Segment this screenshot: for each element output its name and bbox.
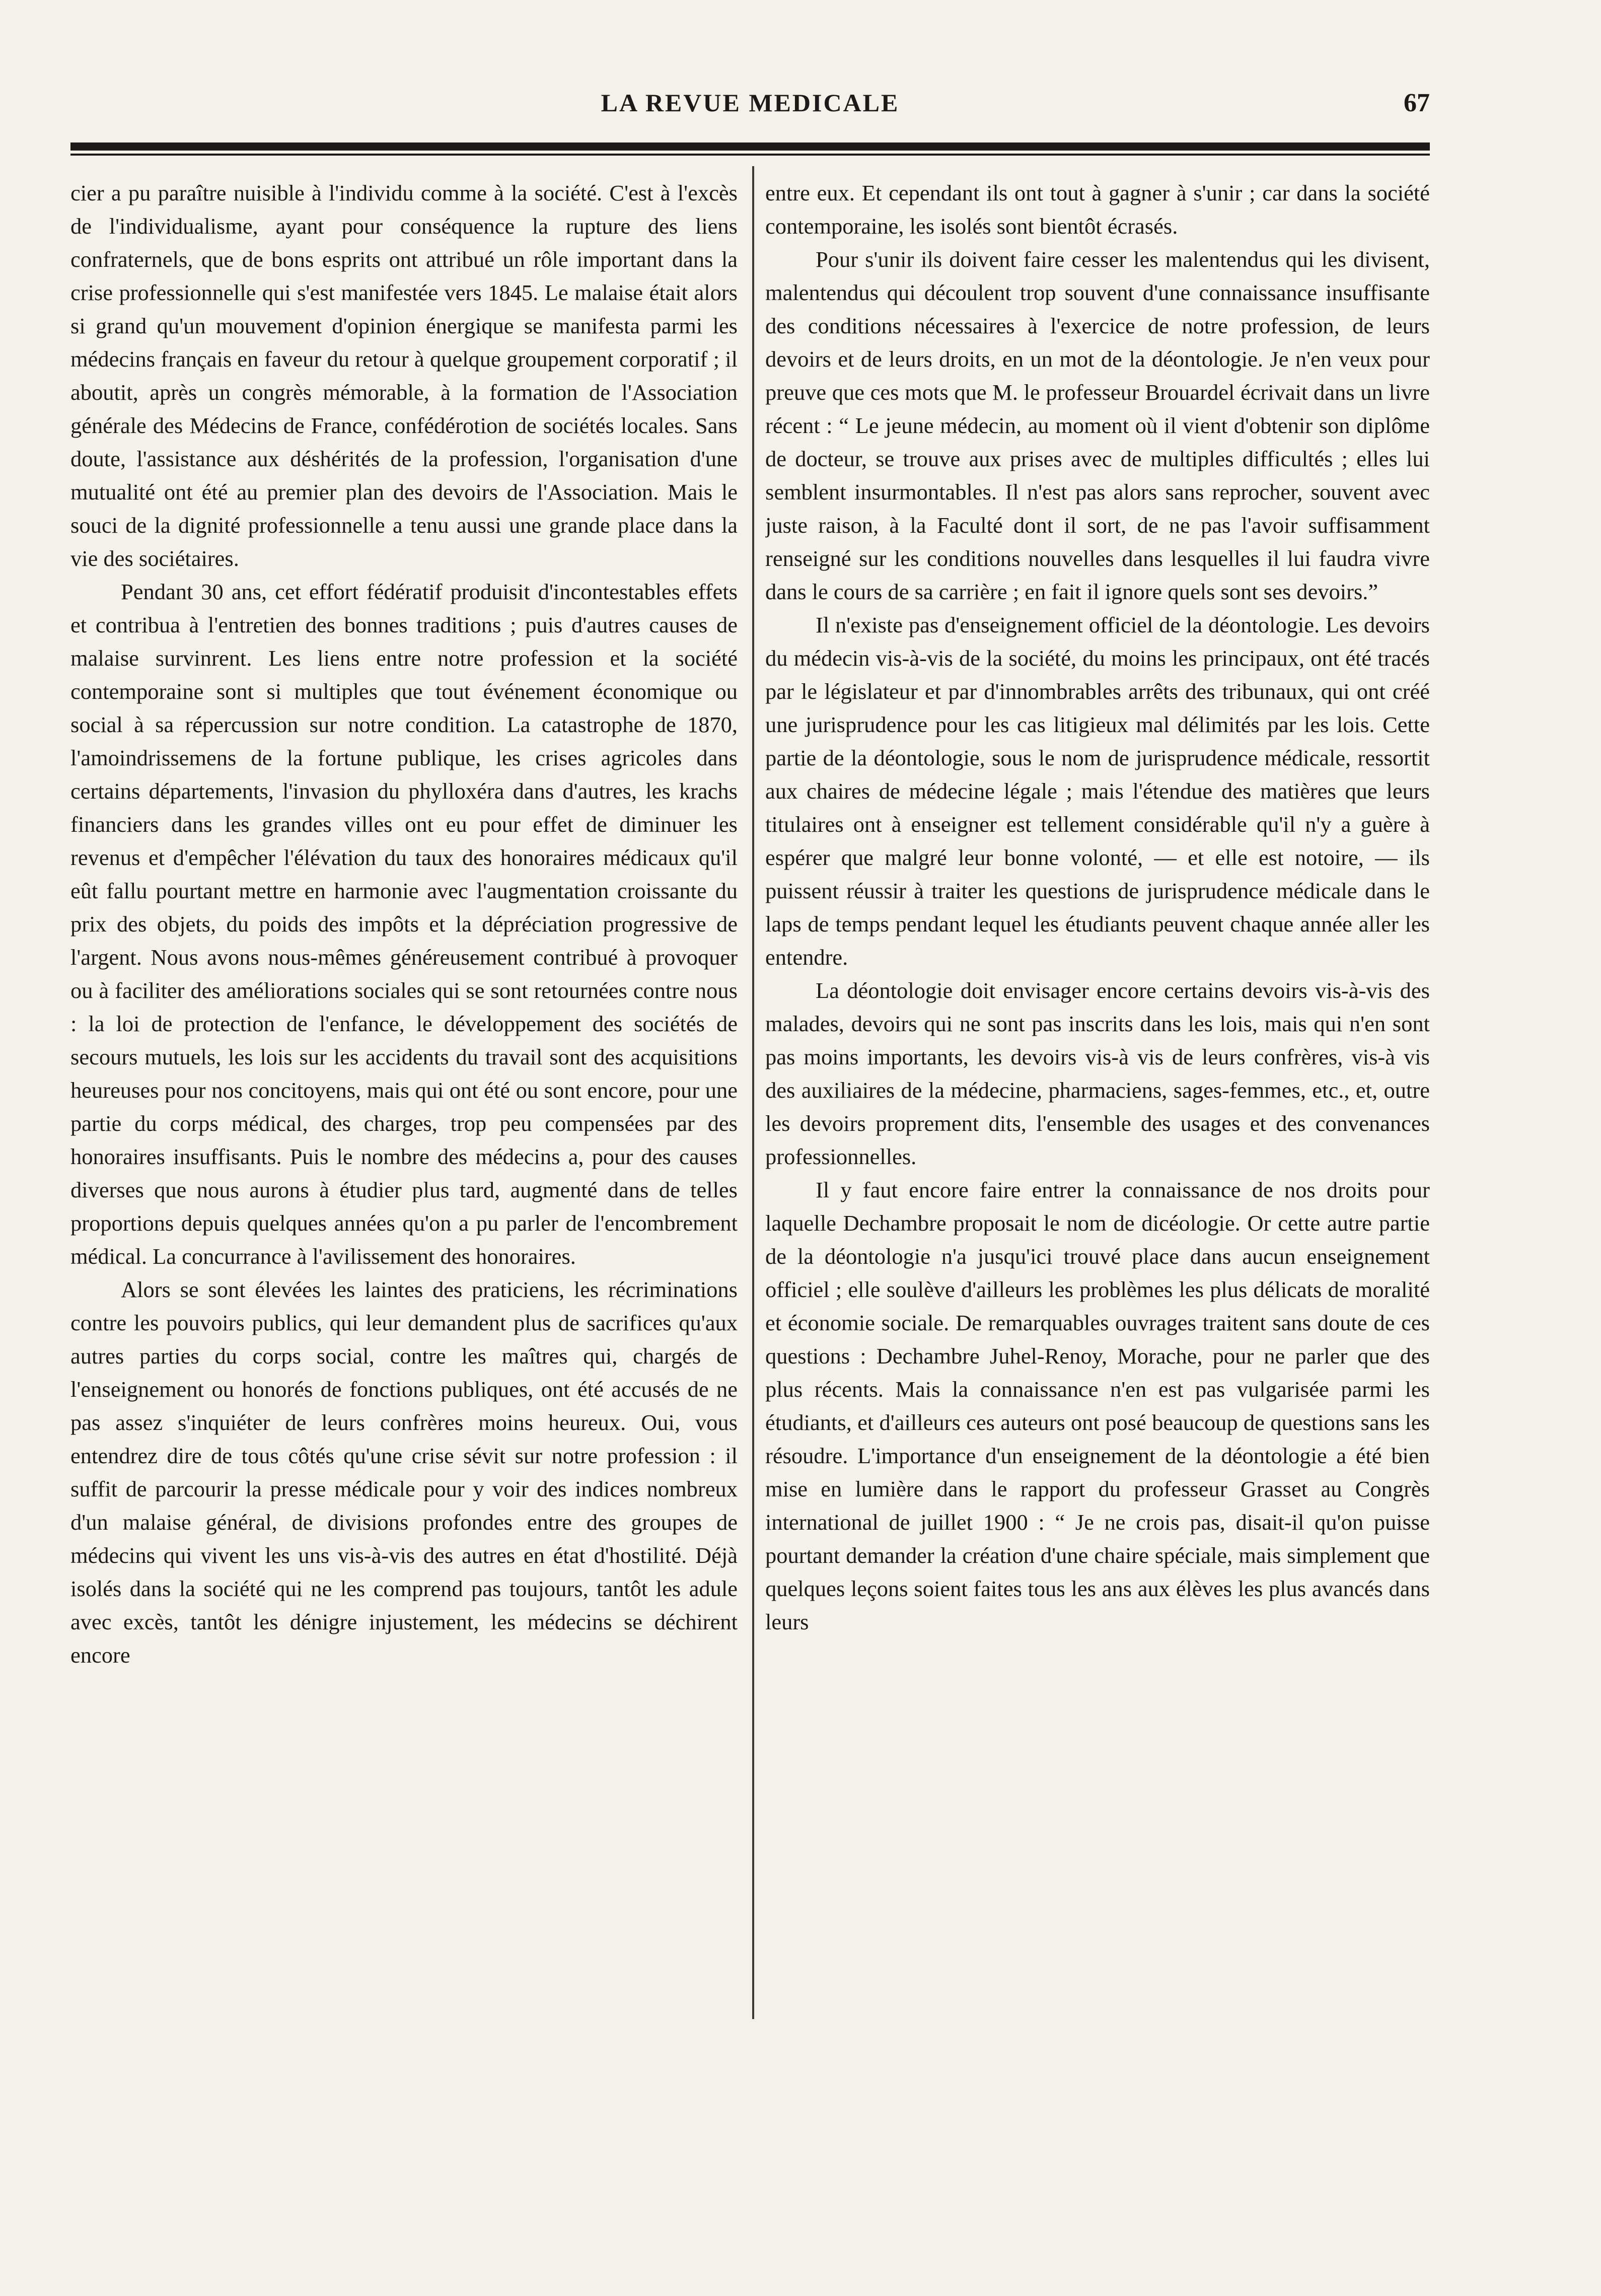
right-column [765,176,1430,2019]
header-rule-thin [70,154,1430,156]
journal-title: LA REVUE MEDICALE [601,89,900,117]
right-paragraph-2: Pour s'unir ils doivent faire cesser les malentendus qui les divisent, malentendus qui découlent trop souvent d'une connaissance insuffisante des conditions nécessaires à l'exercice de notre profession, de leurs devoirs et de leurs droits, en un mot de la déontologie. Je n'en veux pour preuve que ces mots que M. le professeur Brouardel écrivait dans un livre récent : “ Le jeune médecin, au moment où il vient d'obtenir son diplôme de docteur, se trouve aux prises avec de multiples difficultés ; elles lui semblent insurmontables. Il n'est pas alors sans reprocher, souvent avec juste raison, à la Faculté dont il sort, de ne pas l'avoir suffisamment renseigné sur les conditions nouvelles dans lesquelles il lui faudra vivre dans le cours de sa carrière ; en fait il ignore quels sont ses devoirs.” [765,247,1430,604]
left-paragraph-3: Alors se sont élevées les laintes des praticiens, les récriminations contre les pouvoirs publics, qui leur demandent plus de sacrifices qu'aux autres parties du corps social, contre les maîtres qui, chargés de l'enseignement ou honorés de fonctions publiques, ont été accusés de ne pas assez s'inquiéter de leurs confrères moins heureux. Oui, vous entendrez dire de tous côtés qu'une crise sévit sur notre profession : il suffit de parcourir la presse médicale pour y voir des indices nombreux d'un malaise général, de divisions profondes entre des groupes de médecins qui vivent les uns vis-à-vis des autres en état d'hostilité. Déjà isolés dans la société qui ne les comprend pas toujours, tantôt les adule avec excès, tantôt les dénigre injustement, les médecins se déchirent encore [70,1277,738,1668]
header-rule-thick [70,142,1430,151]
right-paragraph-3: Il n'existe pas d'enseignement officiel de la déontologie. Les devoirs du médecin vis-à-vis de la société, du moins les principaux, ont été tracés par le législateur et par d'innombrables arrêts des tribunaux, qui ont créé une jurisprudence pour les cas litigieux mal délimités par les lois. Cette partie de la déontologie, sous le nom de jurisprudence médicale, ressortit aux chaires de médecine légale ; mais l'étendue des matières que leurs titulaires ont à enseigner est tellement considérable qu'il n'y a guère à espérer que malgré leur bonne volonté, — et elle est notoire, — ils puissent réussir à traiter les questions de jurisprudence médicale dans le laps de temps pendant lequel les étudiants peuvent chaque année aller les entendre. [765,612,1430,970]
page-header [70,88,1430,144]
column-divider [752,166,754,2019]
right-paragraph-4: La déontologie doit envisager encore certains devoirs vis-à-vis des malades, devoirs qui ne sont pas inscrits dans les lois, mais qui n'en sont pas moins importants, les devoirs vis-à vis de leurs confrères, vis-à vis des auxiliaires de la médecine, pharmaciens, sages-femmes, etc., et, outre les devoirs proprement dits, l'ensemble des usages et des convenances professionnelles. [765,978,1430,1169]
left-paragraph-1: cier a pu paraître nuisible à l'individu comme à la société. C'est à l'excès de l'individualisme, ayant pour conséquence la rupture des liens confraternels, que de bons esprits ont attribué un rôle important dans la crise professionnelle qui s'est manifestée vers 1845. Le malaise était alors si grand qu'un mouvement d'opinion énergique se manifesta parmi les médecins français en faveur du retour à quelque groupement corporatif ; il aboutit, après un congrès mémorable, à la formation de l'Association générale des Médecins de France, confédérotion de sociétés locales. Sans doute, l'assistance aux déshérités de la profession, l'organisation d'une mutualité ont été au premier plan des devoirs de l'Association. Mais le souci de la dignité professionnelle a tenu aussi une grande place dans la vie des sociétaires. [70,180,738,571]
left-column [70,176,738,2019]
left-paragraph-2: Pendant 30 ans, cet effort fédératif produisit d'incontestables effets et contribua à l'entretien des bonnes traditions ; puis d'autres causes de malaise survinrent. Les liens entre notre profession et la société contemporaine sont si multiples que tout événement économique ou social à sa répercussion sur notre condition. La catastrophe de 1870, l'amoindrissemens de la fortune publique, les crises agricoles dans certains départements, l'invasion du phylloxéra dans d'autres, les krachs financiers dans les grandes villes ont eu pour effet de diminuer les revenus et d'empêcher l'élévation du taux des honoraires médicaux qu'il eût fallu pourtant mettre en harmonie avec l'augmentation croissante du prix des objets, du poids des impôts et la dépréciation progressive de l'argent. Nous avons nous-mêmes généreusement contribué à provoquer ou à faciliter des améliorations sociales qui se sont retournées contre nous : la loi de protection de l'enfance, le développement des sociétés de secours mutuels, les lois sur les accidents du travail sont des acquisitions heureuses pour nos concitoyens, mais qui ont été ou sont encore, pour une partie du corps médical, des charges, trop peu compensées par des honoraires insuffisants. Puis le nombre des médecins a, pour des causes diverses que nous aurons à étudier plus tard, augmenté dans de telles proportions depuis quelques années qu'on a pu parler de l'encombrement médical. La concurrance à l'avilissement des honoraires. [70,579,738,1269]
page-number: 67 [1404,89,1430,117]
right-paragraph-5: Il y faut encore faire entrer la connaissance de nos droits pour laquelle Dechambre proposait le nom de dicéologie. Or cette autre partie de la déontologie n'a jusqu'ici trouvé place dans aucun enseignement officiel ; elle soulève d'ailleurs les problèmes les plus délicats de moralité et économie sociale. De remarquables ouvrages traitent sans doute de ces questions : Dechambre Juhel-Renoy, Morache, pour ne parler que des plus récents. Mais la connaissance n'en est pas vulgarisée parmi les étudiants, et d'ailleurs ces auteurs ont posé beaucoup de questions sans les résoudre. L'importance d'un enseignement de la déontologie a été bien mise en lumière dans le rapport du professeur Grasset au Congrès international de juillet 1900 : “ Je ne crois pas, disait-il qu'on puisse pourtant demander la création d'une chaire spéciale, mais simplement que quelques leçons soient faites tous les ans aux élèves les plus avancés dans leurs [765,1177,1430,1634]
right-paragraph-1: entre eux. Et cependant ils ont tout à gagner à s'unir ; car dans la société contemporaine, les isolés sont bientôt écrasés. [765,180,1430,239]
